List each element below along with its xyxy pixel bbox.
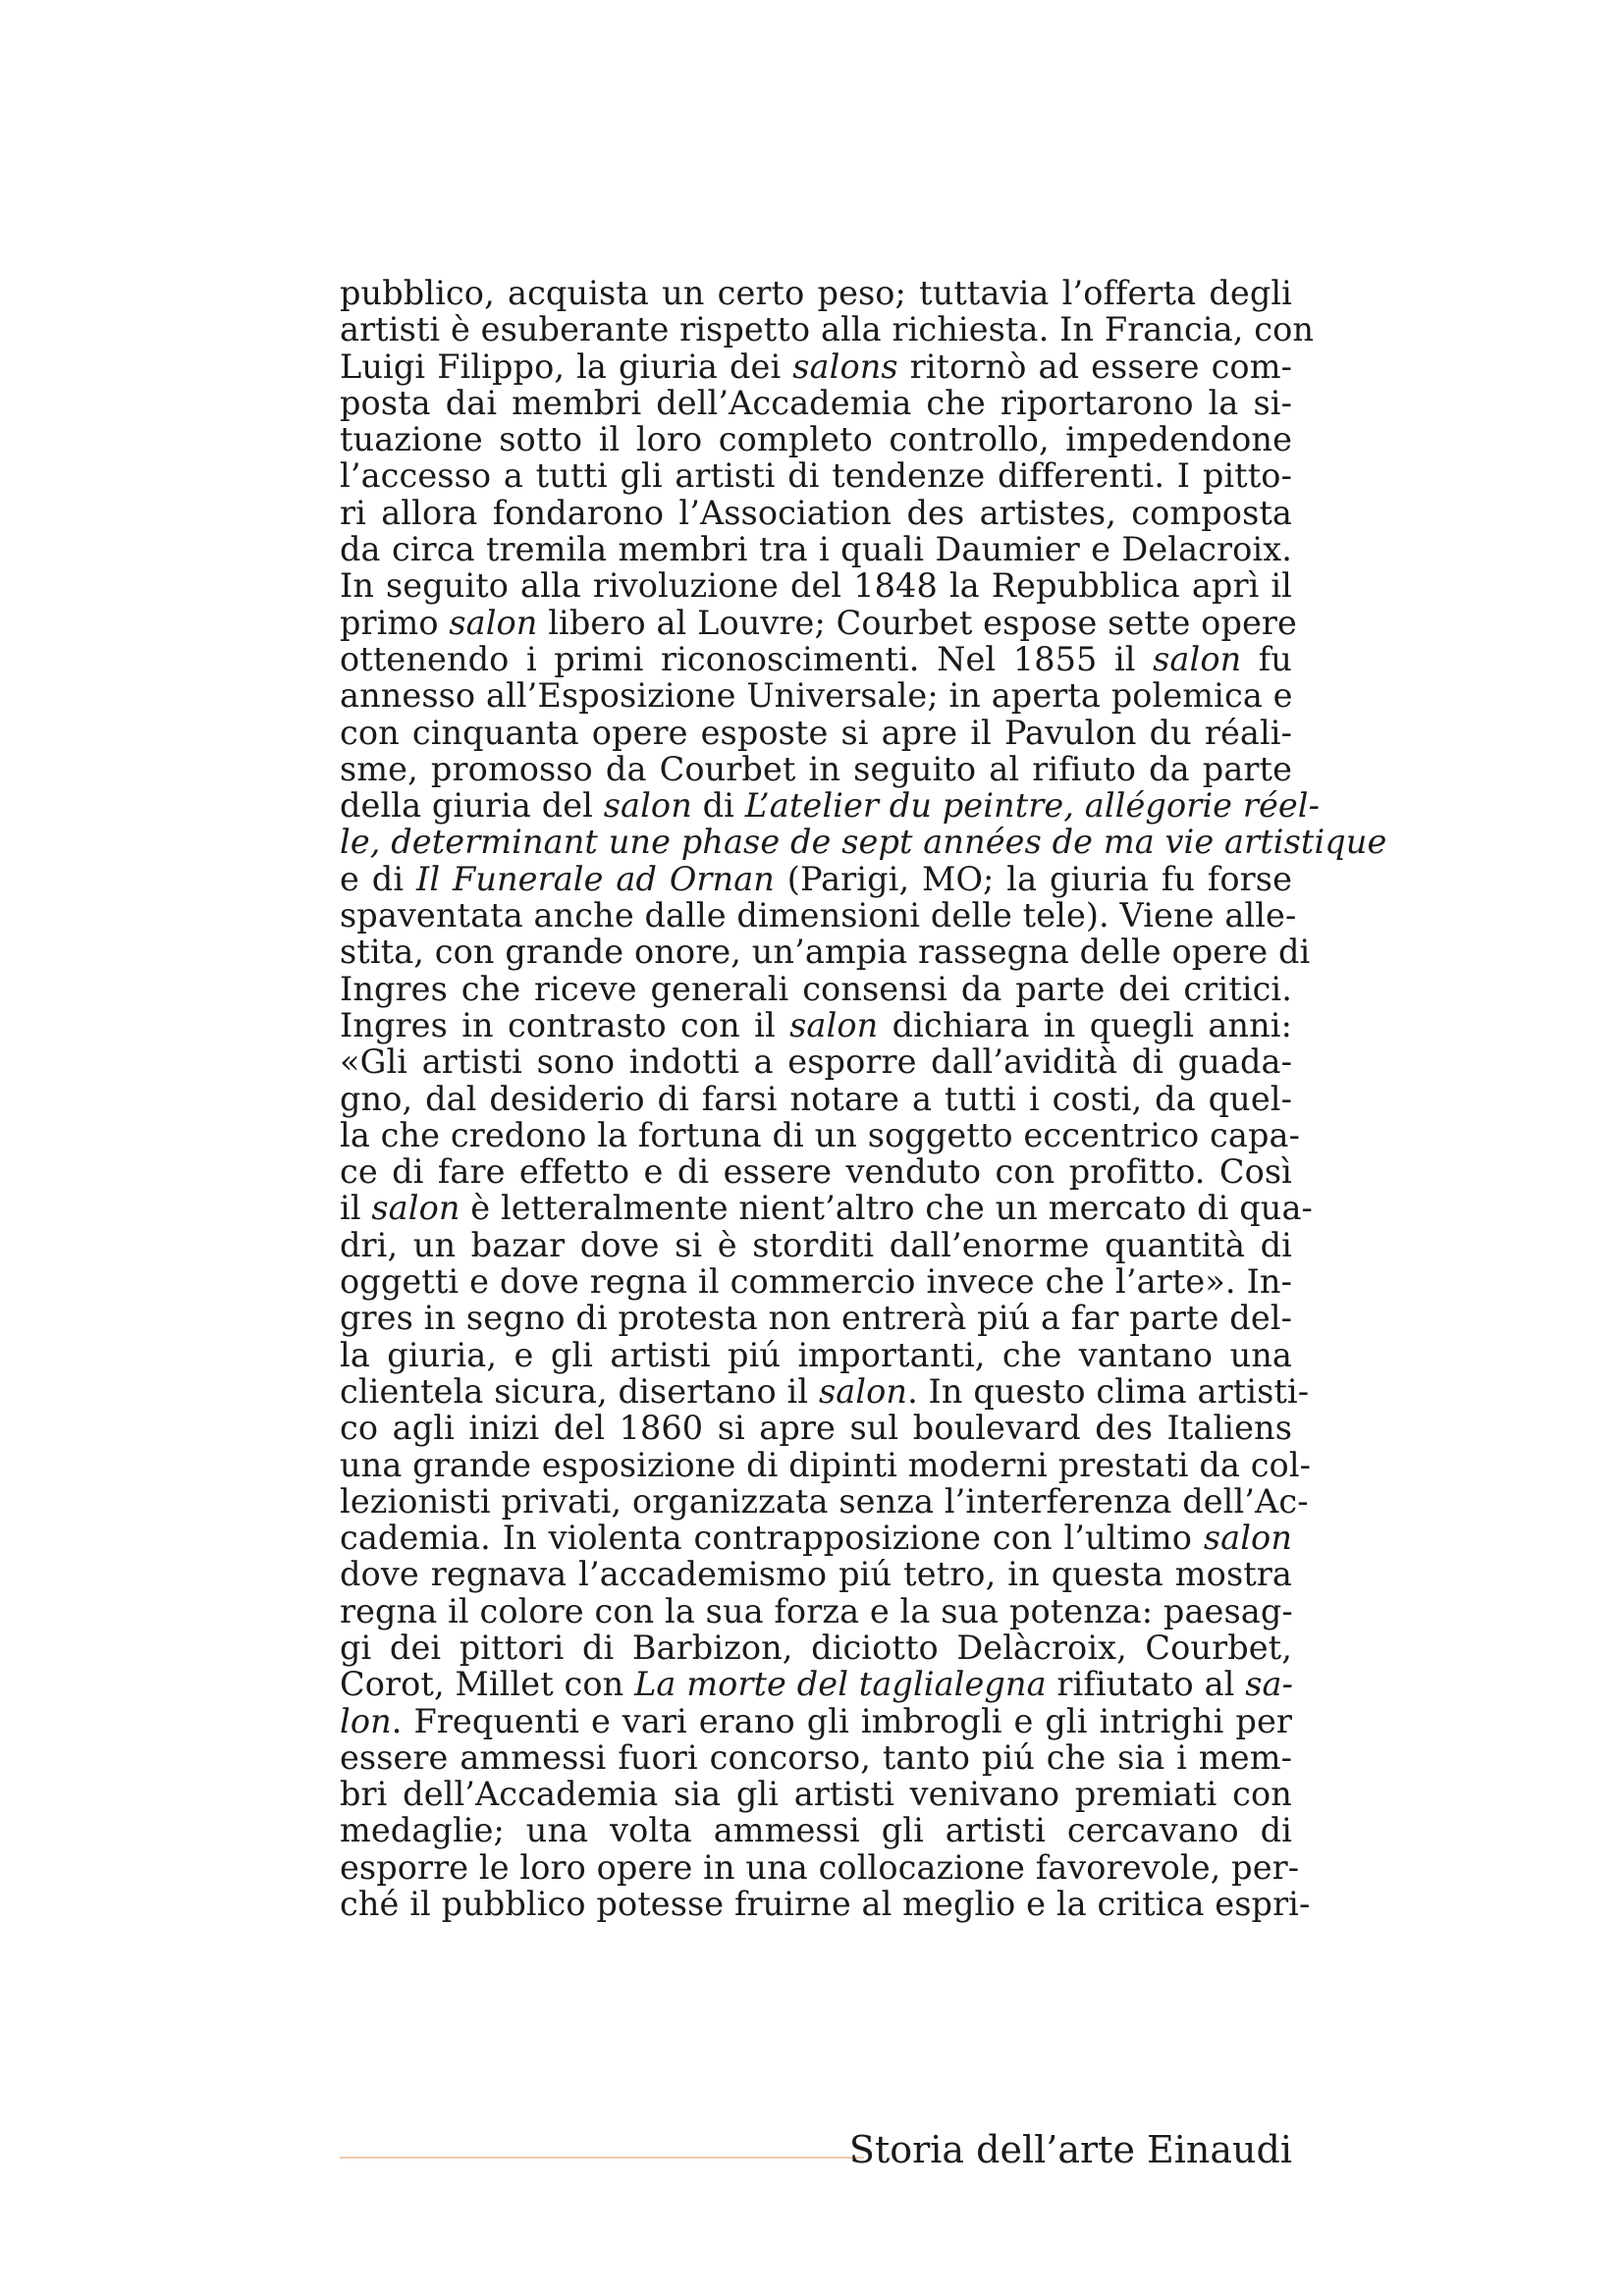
text-line: regna il colore con la sua forza e la sua potenza: paesag- <box>340 1591 1293 1630</box>
text-line: spaventata anche dalle dimensioni delle tele). Viene alle- <box>340 896 1297 935</box>
text-line: da circa tremila membri tra i quali Daumier e Delacroix. <box>340 530 1292 569</box>
text-line: ce di fare effetto e di essere venduto con profitto. Così <box>340 1152 1292 1192</box>
text-line: «Gli artisti sono indotti a esporre dall’avidità di guada- <box>340 1042 1292 1082</box>
body-text <box>340 274 1387 1924</box>
text-line: Ingres in contrasto con il salon dichiara in quegli anni: <box>340 1005 1292 1044</box>
text-line: oggetti e dove regna il commercio invece che l’arte». In- <box>340 1262 1292 1302</box>
page-footer <box>340 2109 1292 2171</box>
text-line: il salon è letteralmente nient’altro che un mercato di qua- <box>340 1189 1313 1228</box>
text-line: In seguito alla rivoluzione del 1848 la Repubblica aprì il <box>340 566 1292 606</box>
text-line: sme, promosso da Courbet in seguito al rifiuto da parte <box>340 749 1292 788</box>
text-line: e di Il Funerale ad Ornan (Parigi, MO; la giuria fu forse <box>340 859 1293 898</box>
text-line: essere ammessi fuori concorso, tanto piú che sia i mem- <box>340 1737 1292 1777</box>
text-line: esporre le loro opere in una collocazione favorevole, per- <box>340 1847 1300 1887</box>
text-line: bri dell’Accademia sia gli artisti venivano premiati con <box>340 1775 1292 1814</box>
text-line: co agli inizi del 1860 si apre sul boulevard des Italiens <box>340 1409 1292 1448</box>
text-line: della giuria del salon di L’atelier du peintre, allégorie réel- <box>340 786 1321 826</box>
text-line: una grande esposizione di dipinti moderni prestati da col- <box>340 1445 1312 1484</box>
text-line: la giuria, e gli artisti piú importanti, che vantano una <box>340 1335 1292 1374</box>
text-line: Luigi Filippo, la giuria dei salons ritornò ad essere com- <box>340 347 1292 386</box>
text-line: lezionisti privati, organizzata senza l’interferenza dell’Ac- <box>340 1481 1309 1521</box>
text-line: la che credono la fortuna di un soggetto eccentrico capa- <box>340 1115 1301 1154</box>
text-line: annesso all’Esposizione Universale; in aperta polemica e <box>340 676 1293 716</box>
text-line: medaglie; una volta ammessi gli artisti cercavano di <box>340 1811 1292 1850</box>
text-line: Corot, Millet con La morte del taglialegna rifiutato al sa- <box>340 1665 1293 1704</box>
text-line: lon. Frequenti e vari erano gli imbrogli e gli intrighi per <box>340 1701 1292 1740</box>
text-line: con cinquanta opere esposte si apre il Pavulon du réali- <box>340 713 1292 752</box>
text-line: gno, dal desiderio di farsi notare a tutti i costi, da quel- <box>340 1079 1292 1118</box>
text-line: pubblico, acquista un certo peso; tuttavia l’offerta degli <box>340 274 1292 312</box>
text-line: dove regnava l’accademismo piú tetro, in questa mostra <box>340 1555 1292 1594</box>
text-line: clientela sicura, disertano il salon. In questo clima artisti- <box>340 1371 1310 1411</box>
footer-rule <box>340 2157 864 2159</box>
text-line: cademia. In violenta contrapposizione con l’ultimo salon <box>340 1519 1292 1558</box>
text-line: le, determinant une phase de sept années de ma vie artistique <box>340 823 1387 862</box>
text-line: Ingres che riceve generali consensi da parte dei critici. <box>340 969 1292 1008</box>
text-line: ottenendo i primi riconoscimenti. Nel 1855 il salon fu <box>340 639 1292 678</box>
text-line: dri, un bazar dove si è storditi dall’enorme quantità di <box>340 1225 1292 1264</box>
text-line: posta dai membri dell’Accademia che riportarono la si- <box>340 383 1292 422</box>
text-line: tuazione sotto il loro completo controllo, impedendone <box>340 420 1292 459</box>
text-line: l’accesso a tutti gli artisti di tendenze differenti. I pitto- <box>340 456 1292 496</box>
text-line: artisti è esuberante rispetto alla richiesta. In Francia, con <box>340 310 1315 349</box>
text-line: ché il pubblico potesse fruirne al meglio e la critica espri- <box>340 1885 1311 1924</box>
text-line: primo salon libero al Louvre; Courbet espose sette opere <box>340 603 1297 642</box>
text-line: gi dei pittori di Barbizon, diciotto Delàcroix, Courbet, <box>340 1628 1292 1667</box>
text-line: ri allora fondarono l’Association des artistes, composta <box>340 493 1292 532</box>
footer-title: Storia dell’arte Einaudi <box>848 2128 1292 2171</box>
text-line: gres in segno di protesta non entrerà piú a far parte del- <box>340 1299 1292 1338</box>
text-line: stita, con grande onore, un’ampia rassegna delle opere di <box>340 933 1311 972</box>
